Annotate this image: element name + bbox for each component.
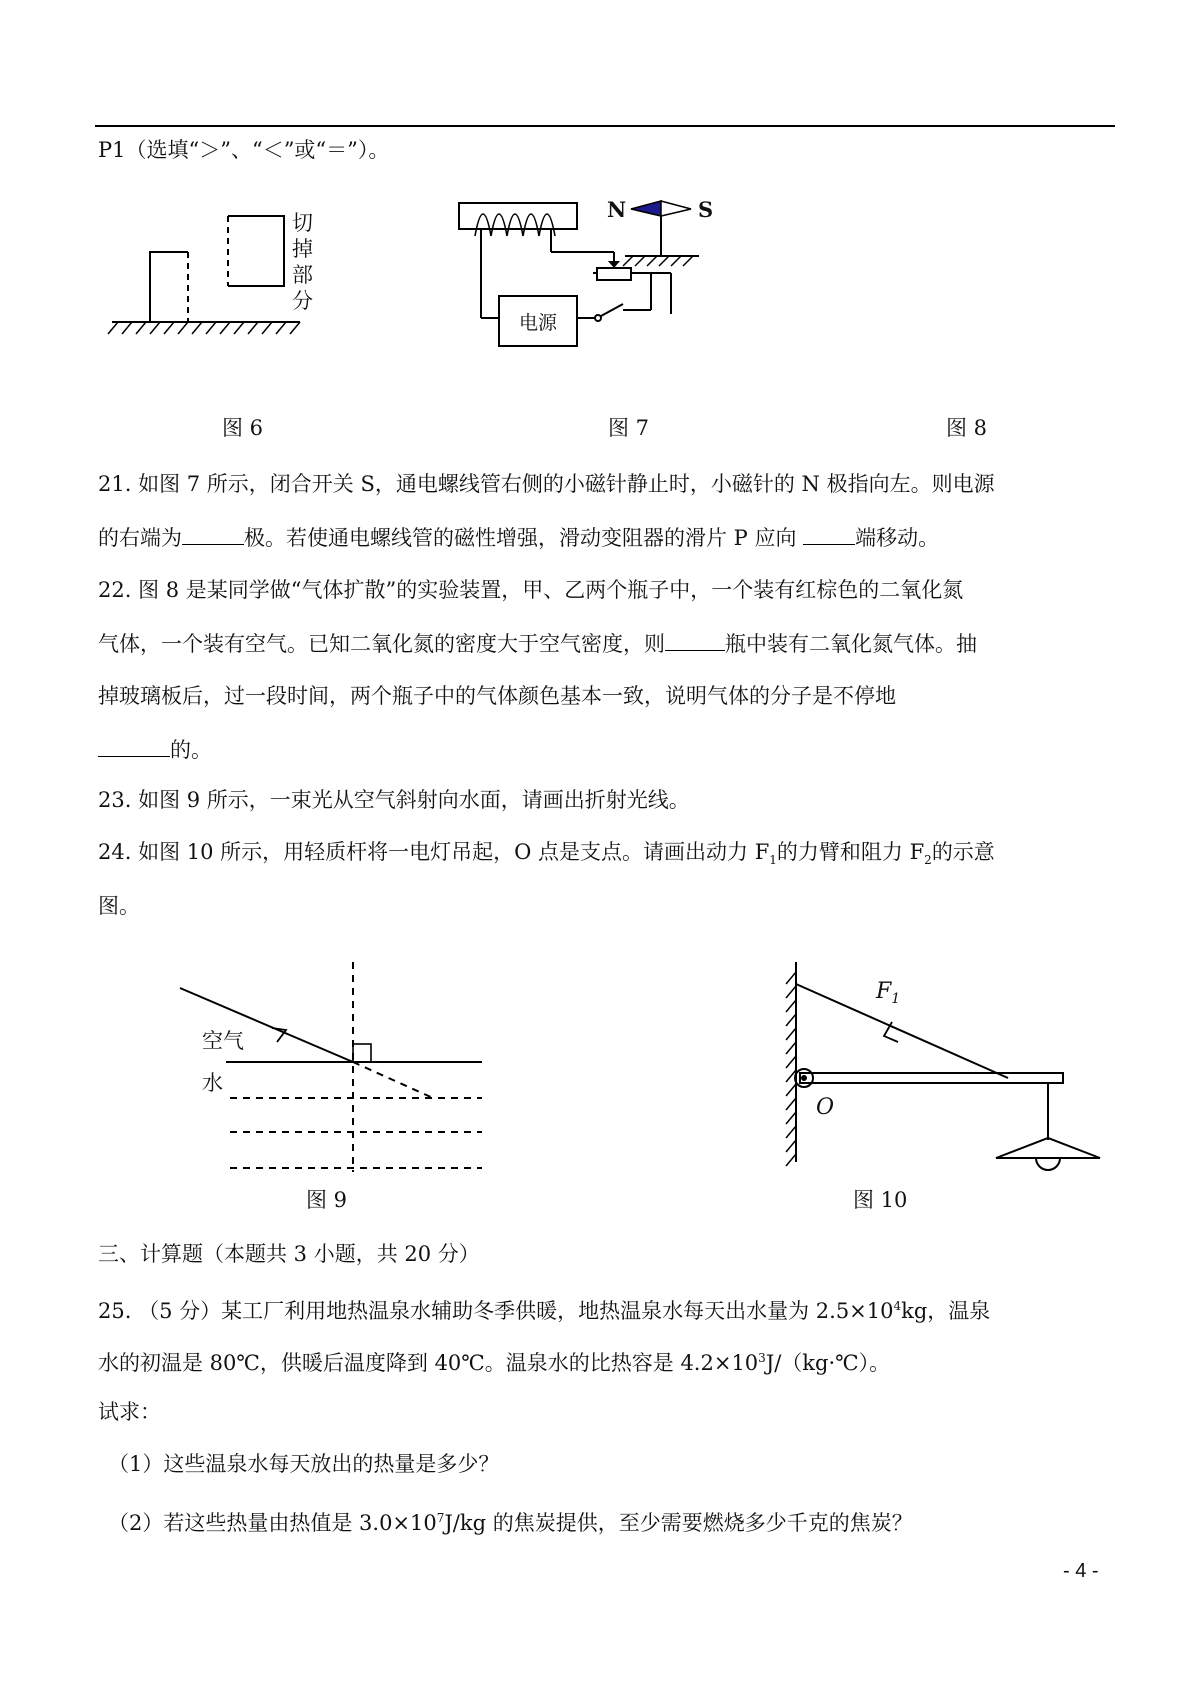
lever-rod: [800, 1073, 1063, 1083]
slider-arrow-icon: [608, 261, 620, 268]
water-label: 水: [202, 1071, 223, 1095]
f1-label: $F_1$: [876, 979, 901, 1007]
q25-line-4: （1）这些温泉水每天放出的热量是多少？: [108, 1452, 500, 1476]
cut-label-4: 分: [292, 289, 313, 313]
cut-label-1: 切: [292, 211, 313, 235]
q22-line-2: 气体，一个装有空气。已知二氧化氮的密度大于空气密度，则 瓶中装有二氧化氮气体。抽: [98, 628, 977, 658]
air-label: 空气: [202, 1029, 244, 1053]
pivot-o-label: O: [816, 1095, 835, 1120]
figure-10: [768, 962, 1088, 1172]
header-rule: [95, 125, 1115, 127]
q23-line-1: 23. 如图 9 所示，一束光从空气斜射向水面，请画出折射光线。: [98, 788, 690, 812]
q21-line-1: 21. 如图 7 所示，闭合开关 S，通电螺线管右侧的小磁针静止时，小磁针的 N 极指向左。则电源: [98, 472, 995, 496]
cut-label-2: 掉: [292, 237, 313, 261]
pole-s-label: S: [698, 197, 714, 222]
rheostat: [597, 268, 631, 280]
q25-line-2: 水的初温是 80℃，供暖后温度降到 40℃。温泉水的比热容是 $4.2\times 10^3J/(kg\cdot℃)$。: [98, 1351, 891, 1375]
q24-line-1: 24. 如图 10 所示，用轻质杆将一电灯吊起，O 点是支点。请画出动力 $F_1$的力臂和阻力 $F_2$的示意: [98, 840, 995, 868]
fig10-caption: 图 10: [853, 1188, 908, 1212]
q21-line-2: 的右端为 极。若使通电螺线管的磁性增强，滑动变阻器的滑片 P 应向 端移动。: [98, 522, 939, 552]
needle-s-icon: [661, 201, 691, 216]
header-line: P1（选填“＞”、“＜”或“＝”）。: [98, 138, 390, 162]
fig8-caption: 图 8: [946, 416, 988, 440]
q22-line-3: 掉玻璃板后，过一段时间，两个瓶子中的气体颜色基本一致，说明气体的分子是不停地: [98, 684, 896, 708]
cut-label-3: 部: [292, 263, 313, 287]
q22-line-4: 的。: [98, 734, 212, 764]
pole-n-label: N: [607, 197, 627, 222]
needle-n-icon: [631, 201, 661, 216]
fig7-caption: 图 7: [608, 416, 650, 440]
page-number: - 4 -: [1063, 1560, 1099, 1582]
power-source-label: 电源: [518, 312, 558, 334]
fig6-caption: 图 6: [222, 416, 264, 440]
q24-line-2: 图。: [98, 894, 140, 918]
figure-9: [180, 962, 480, 1172]
q25-line-1: 25. （5 分）某工厂利用地热温泉水辅助冬季供暖，地热温泉水每天出水量为 $2.5\times 10^4kg$，温泉: [98, 1299, 991, 1323]
figure-7: [455, 198, 735, 358]
fig9-caption: 图 9: [306, 1188, 348, 1212]
q22-line-1: 22. 图 8 是某同学做“气体扩散”的实验装置，甲、乙两个瓶子中，一个装有红棕色的二氧化氮: [98, 578, 964, 602]
q25-line-3: 试求：: [98, 1400, 161, 1424]
q25-line-5: （2）若这些热量由热值是 $3.0\times 10^7J/kg$ 的焦炭提供，至少需要燃烧多少千克的焦炭？: [108, 1511, 913, 1535]
section-3-heading: 三、计算题（本题共 3 小题，共 20 分）: [98, 1242, 480, 1266]
figure-6: [108, 210, 338, 350]
